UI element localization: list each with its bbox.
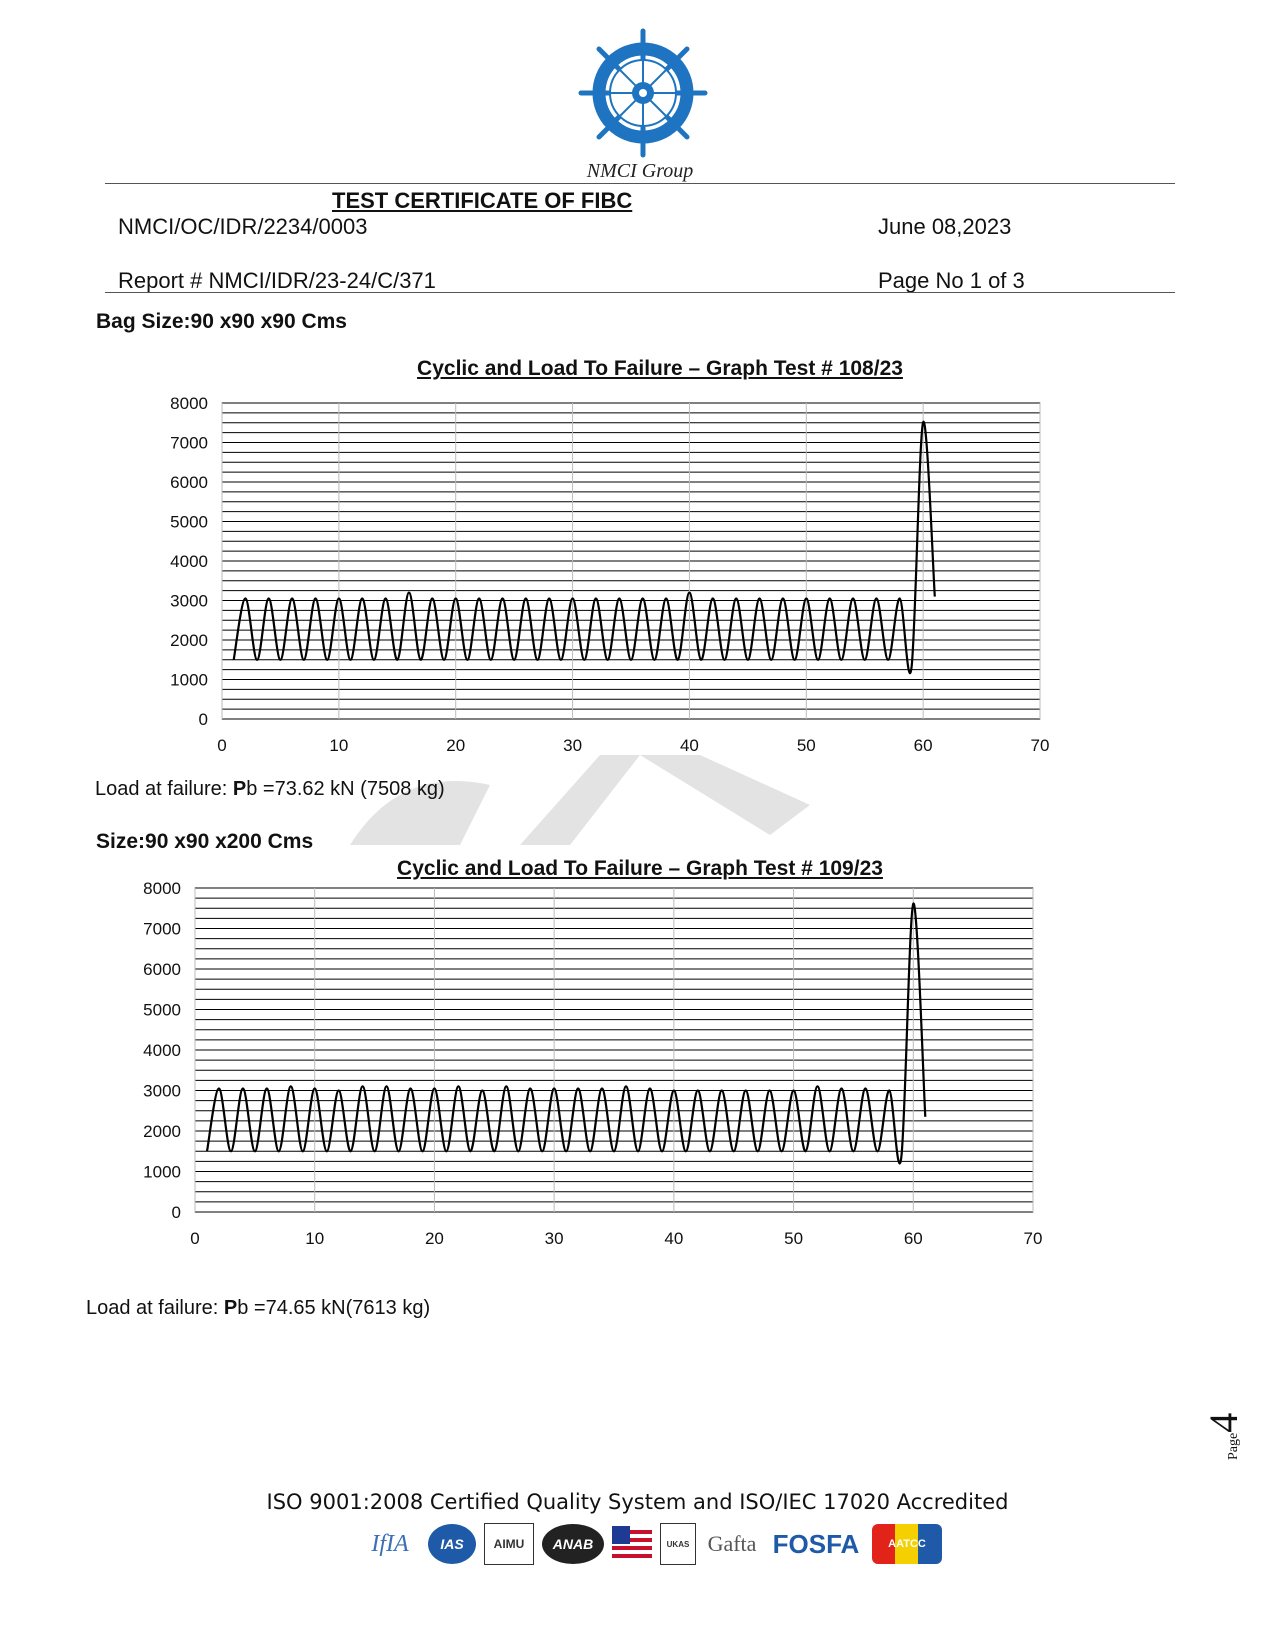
- load-p-symbol: P: [223, 1297, 238, 1319]
- x-tick-label: 30: [563, 736, 583, 755]
- x-tick-label: 10: [305, 1229, 325, 1248]
- cyclic-load-chart-108: [150, 395, 1100, 780]
- anab-logo: ANAB: [542, 1524, 604, 1564]
- ifia-logo: IfIA: [371, 1530, 409, 1557]
- certificate-title: TEST CERTIFICATE OF FIBC: [332, 188, 633, 213]
- page-info: Page No 1 of 3: [878, 268, 1025, 293]
- aatcc-logo: AATCC: [872, 1524, 942, 1564]
- ship-wheel-logo-icon: [578, 28, 708, 158]
- load-value: b =74.65 kN(7613 kg): [237, 1297, 431, 1319]
- page-word: Page: [1226, 1432, 1241, 1460]
- bag-size-label: Size:90 x90 x200 Cms: [96, 830, 314, 853]
- load-value: b =73.62 kN (7508 kg): [246, 778, 445, 800]
- header-top-rule: [105, 183, 1175, 184]
- load-at-failure: [86, 1297, 430, 1320]
- header-bottom-rule: [105, 292, 1175, 293]
- y-tick-label: 0: [171, 1203, 181, 1222]
- x-tick-label: 40: [664, 1229, 684, 1248]
- x-tick-label: 0: [217, 736, 227, 755]
- group-name: NMCI Group: [586, 160, 694, 182]
- accreditation-logos: [360, 1518, 942, 1570]
- x-tick-label: 50: [784, 1229, 804, 1248]
- y-tick-label: 2000: [143, 1122, 181, 1141]
- y-tick-label: 6000: [170, 473, 208, 492]
- ukas-logo: UKAS: [660, 1523, 696, 1565]
- y-tick-label: 7000: [170, 433, 208, 453]
- aimu-logo: AIMU: [484, 1523, 534, 1565]
- x-tick-label: 10: [329, 736, 349, 755]
- x-tick-label: 70: [1023, 1229, 1043, 1248]
- fosfa-logo: FOSFA: [772, 1528, 860, 1559]
- ias-logo: IAS: [428, 1524, 476, 1564]
- page-number-side: [1200, 1400, 1260, 1460]
- y-tick-label: 1000: [170, 670, 208, 690]
- reference-number: NMCI/OC/IDR/2234/0003: [118, 214, 368, 239]
- y-tick-label: 8000: [143, 880, 181, 898]
- accreditation-text: ISO 9001:2008 Certified Quality System and ISO/IEC 17020 Accredited: [266, 1490, 1009, 1514]
- y-tick-label: 4000: [170, 552, 208, 571]
- cyclic-load-chart-109: [125, 880, 1100, 1265]
- chart-title: Cyclic and Load To Failure – Graph Test # 108/23: [417, 357, 903, 380]
- load-prefix: Load at failure:: [86, 1297, 224, 1319]
- y-tick-label: 5000: [143, 1000, 181, 1020]
- report-number: Report # NMCI/IDR/23-24/C/371: [118, 268, 436, 293]
- load-at-failure: [95, 778, 445, 801]
- gafta-logo: Gafta: [707, 1531, 757, 1556]
- us-flag-icon: [612, 1526, 652, 1562]
- x-tick-label: 0: [190, 1229, 200, 1248]
- y-tick-label: 1000: [143, 1162, 181, 1182]
- load-p-symbol: P: [232, 778, 247, 800]
- load-prefix: Load at failure:: [95, 778, 233, 800]
- bag-size-label: Bag Size:90 x90 x90 Cms: [96, 310, 347, 333]
- x-tick-label: 60: [913, 736, 933, 755]
- chart-title: Cyclic and Load To Failure – Graph Test # 109/23: [397, 857, 883, 880]
- x-tick-label: 70: [1030, 736, 1050, 755]
- page-number: 4: [1201, 1412, 1246, 1433]
- x-tick-label: 20: [446, 736, 466, 755]
- y-tick-label: 2000: [170, 631, 208, 650]
- y-tick-label: 3000: [170, 591, 208, 611]
- certificate-date: June 08,2023: [878, 214, 1012, 239]
- x-tick-label: 60: [903, 1229, 923, 1248]
- y-tick-label: 5000: [170, 512, 208, 532]
- y-tick-label: 6000: [143, 960, 181, 979]
- x-tick-label: 20: [424, 1229, 444, 1248]
- x-tick-label: 50: [796, 736, 816, 755]
- y-tick-label: 7000: [143, 919, 181, 939]
- y-tick-label: 4000: [143, 1041, 181, 1060]
- x-tick-label: 30: [544, 1229, 564, 1248]
- y-tick-label: 8000: [170, 395, 208, 413]
- x-tick-label: 40: [679, 736, 699, 755]
- y-tick-label: 0: [198, 710, 208, 729]
- y-tick-label: 3000: [143, 1081, 181, 1101]
